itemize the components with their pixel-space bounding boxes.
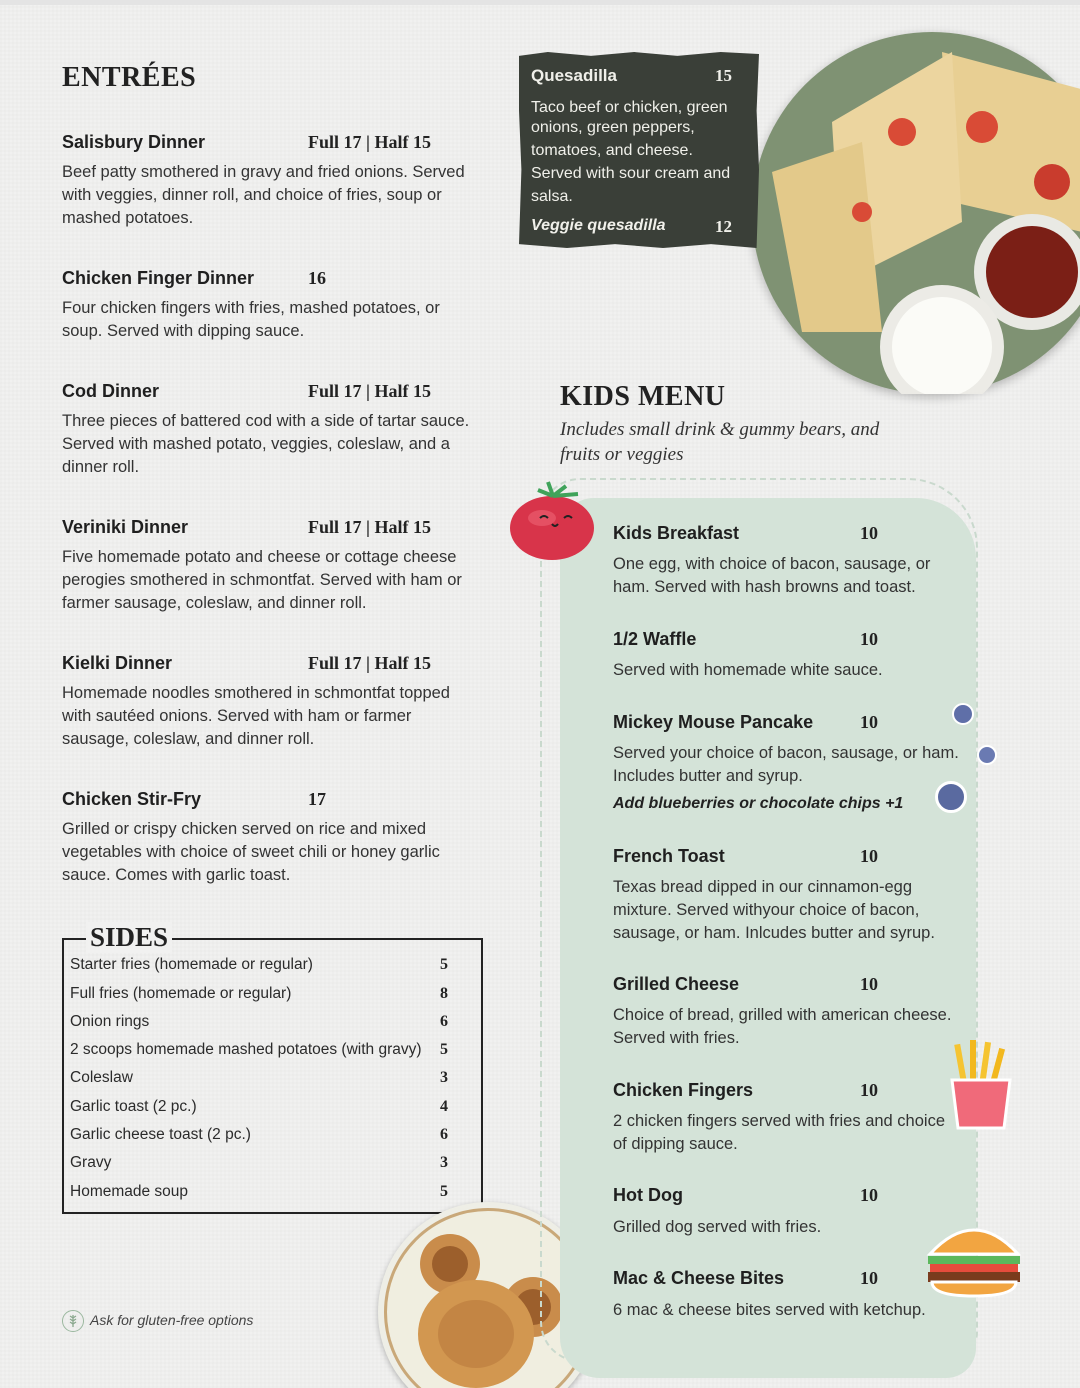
entree-desc: farmer sausage, coleslaw, and dinner roll. (62, 594, 367, 612)
kids-item-price: 10 (860, 846, 878, 866)
entree-name: Veriniki Dinner (62, 517, 189, 537)
entree-desc: sausage, coleslaw, and dinner roll. (62, 730, 315, 748)
quesadilla-price: 15 (715, 66, 732, 85)
side-item (70, 1154, 450, 1178)
side-name: Gravy (70, 1154, 112, 1171)
kids-item-desc: Choice of bread, grilled with american cheese. (613, 1006, 952, 1024)
kids-item-price: 10 (860, 974, 878, 994)
sides-title: SIDES (86, 922, 172, 953)
kids-item-price: 10 (860, 1080, 878, 1100)
quesadilla-plate-image (752, 32, 1080, 394)
blueberry-icon (977, 745, 997, 765)
entree-desc: mashed potatoes. (62, 209, 194, 227)
side-price: 3 (440, 1154, 448, 1171)
kids-item-name: Grilled Cheese (613, 974, 740, 994)
entrees-title: ENTRÉES (62, 62, 197, 93)
quesadilla-desc: tomatoes, and cheese. (531, 142, 693, 159)
kids-item-desc: Served your choice of bacon, sausage, or ham. (613, 744, 959, 762)
side-item (70, 1126, 450, 1150)
quesadilla-desc: Taco beef or chicken, green (531, 99, 728, 116)
entree-price: Full 17 | Half 15 (308, 381, 431, 401)
side-name: 2 scoops homemade mashed potatoes (with gravy) (70, 1041, 422, 1058)
entree-desc: Served with mashed potato, veggies, coleslaw, and a (62, 435, 450, 453)
entree-name: Salisbury Dinner (62, 132, 206, 152)
entree-desc: soup. Served with dipping sauce. (62, 322, 305, 340)
side-price: 4 (440, 1098, 448, 1115)
entree-desc: Beef patty smothered in gravy and fried onions. Served (62, 163, 465, 181)
side-item (70, 1013, 450, 1037)
quesadilla-name: Quesadilla (531, 66, 617, 85)
quesadilla-desc: salsa. (531, 188, 573, 205)
entree-desc: with veggies, dinner roll, and choice of fries, soup or (62, 186, 442, 204)
side-item (70, 1183, 450, 1207)
side-item (70, 1098, 450, 1122)
kids-item-name: 1/2 Waffle (613, 629, 697, 649)
kids-item-price: 10 (860, 1268, 878, 1288)
kids-subtitle: Includes small drink & gummy bears, and (560, 419, 880, 440)
side-item (70, 985, 450, 1009)
entree-name: Chicken Stir-Fry (62, 789, 202, 809)
entree-desc: Four chicken fingers with fries, mashed potatoes, or (62, 299, 440, 317)
quesadilla-desc: Served with sour cream and (531, 165, 731, 182)
kids-item-name: Kids Breakfast (613, 523, 740, 543)
kids-item-name: Hot Dog (613, 1185, 683, 1205)
kids-item-desc: of dipping sauce. (613, 1135, 738, 1153)
fries-icon (944, 1040, 1018, 1137)
gluten-free-note: Ask for gluten-free options (90, 1312, 254, 1328)
kids-item-desc: Served with fries. (613, 1029, 740, 1047)
kids-item-price: 10 (860, 523, 878, 543)
kids-item-price: 10 (860, 1185, 878, 1205)
kids-item-name: Mickey Mouse Pancake (613, 712, 814, 732)
side-name: Coleslaw (70, 1069, 133, 1086)
burger-icon (922, 1212, 1026, 1303)
entree-desc: Five homemade potato and cheese or cottage cheese (62, 548, 457, 566)
side-item (70, 1041, 450, 1065)
side-name: Onion rings (70, 1013, 150, 1030)
kids-item-desc: Includes butter and syrup. (613, 767, 803, 785)
pancake-addon: Add blueberries or chocolate chips +1 (613, 795, 904, 812)
kids-item-desc: ham. Served with hash browns and toast. (613, 578, 916, 596)
side-item (70, 956, 450, 980)
tomato-icon (508, 478, 598, 567)
kids-item-desc: sausage, or ham. Inlcudes butter and syrup. (613, 924, 935, 942)
side-price: 6 (440, 1126, 448, 1143)
entree-name: Chicken Finger Dinner (62, 268, 255, 288)
side-item (70, 1069, 450, 1093)
entree-desc: perogies smothered in schmontfat. Served with ham or (62, 571, 462, 589)
kids-item-desc: 6 mac & cheese bites served with ketchup. (613, 1301, 926, 1319)
kids-item-desc: Texas bread dipped in our cinnamon-egg (613, 878, 913, 896)
side-name: Full fries (homemade or regular) (70, 985, 292, 1002)
quesadilla-desc: onions, green peppers, (531, 119, 695, 136)
veggie-quesadilla-name: Veggie quesadilla (531, 217, 666, 234)
kids-item-desc: One egg, with choice of bacon, sausage, or (613, 555, 931, 573)
kids-item-desc: Grilled dog served with fries. (613, 1218, 822, 1236)
entree-desc: sauce. Comes with garlic toast. (62, 866, 291, 884)
side-name: Starter fries (homemade or regular) (70, 956, 313, 973)
side-price: 8 (440, 985, 448, 1002)
entree-desc: vegetables with choice of sweet chili or honey garlic (62, 843, 440, 861)
kids-title: KIDS MENU (560, 381, 726, 412)
kids-subtitle: fruits or veggies (560, 444, 684, 465)
veggie-quesadilla-price: 12 (715, 217, 732, 236)
entree-desc: Three pieces of battered cod with a side of tartar sauce. (62, 412, 470, 430)
kids-item-name: Chicken Fingers (613, 1080, 754, 1100)
entree-price: Full 17 | Half 15 (308, 517, 431, 537)
entree-price: 16 (308, 268, 326, 288)
blueberry-icon (935, 781, 967, 813)
kids-item-price: 10 (860, 712, 878, 732)
entree-price: Full 17 | Half 15 (308, 132, 431, 152)
entree-price: 17 (308, 789, 326, 809)
entree-desc: Homemade noodles smothered in schmontfat topped (62, 684, 450, 702)
entree-name: Cod Dinner (62, 381, 159, 401)
side-name: Garlic cheese toast (2 pc.) (70, 1126, 251, 1143)
wheat-icon (62, 1310, 84, 1332)
side-price: 3 (440, 1069, 448, 1086)
kids-item-price: 10 (860, 629, 878, 649)
entree-price: Full 17 | Half 15 (308, 653, 431, 673)
kids-item-desc: Served with homemade white sauce. (613, 661, 883, 679)
side-name: Garlic toast (2 pc.) (70, 1098, 197, 1115)
kids-item-desc: 2 chicken fingers served with fries and choice (613, 1112, 945, 1130)
entree-desc: Grilled or crispy chicken served on rice and mixed (62, 820, 427, 838)
entree-desc: with sautéed onions. Served with ham or farmer (62, 707, 412, 725)
side-price: 6 (440, 1013, 448, 1030)
blueberry-icon (952, 703, 974, 725)
side-price: 5 (440, 1041, 448, 1058)
side-price: 5 (440, 1183, 448, 1200)
kids-item-desc: mixture. Served withyour choice of bacon, (613, 901, 920, 919)
kids-item-name: French Toast (613, 846, 725, 866)
top-border (0, 0, 1080, 5)
entree-name: Kielki Dinner (62, 653, 173, 673)
side-name: Homemade soup (70, 1183, 189, 1200)
side-price: 5 (440, 956, 448, 973)
kids-item-name: Mac & Cheese Bites (613, 1268, 785, 1288)
entree-desc: dinner roll. (62, 458, 140, 476)
